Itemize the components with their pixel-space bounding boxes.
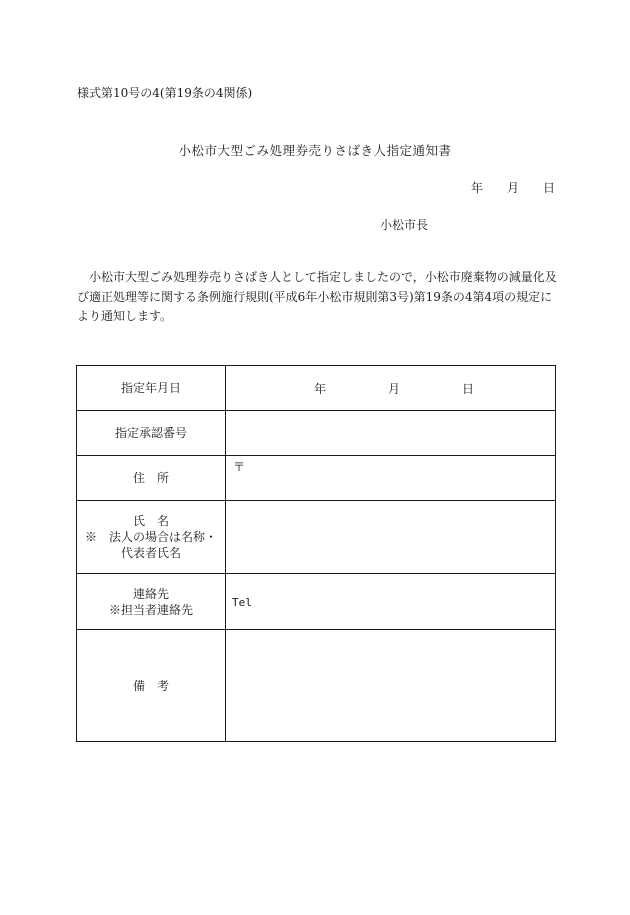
issuer-name: 小松市長 — [380, 218, 429, 232]
table-row — [77, 366, 556, 411]
name-label — [77, 501, 226, 574]
postal-mark: 〒 — [233, 460, 246, 474]
form-number: 様式第10号の4(第19条の4関係) — [77, 86, 253, 100]
table-row — [77, 411, 556, 456]
designation-date-value[interactable] — [226, 366, 556, 411]
remarks-label: 備 考 — [77, 630, 226, 742]
name-label-line3: 代表者氏名 — [120, 546, 181, 560]
name-label-line1: 氏 名 — [132, 514, 169, 528]
designation-date-label: 指定年月日 — [77, 366, 226, 411]
issue-date — [471, 179, 555, 196]
table-row — [77, 501, 556, 574]
contact-label-line1: 連絡先 — [132, 586, 169, 601]
designation-date-year: 年 — [314, 381, 327, 396]
issue-date-day: 日 — [543, 181, 556, 195]
notice-body-text: 小松市大型ごみ処理券売りさばき人として指定しましたので，小松市廃棄物の減量化及び適正処理等に関する条例施行規則(平成6年小松市規則第3号)第19条の4第4項の規定により通知します。 — [77, 270, 557, 323]
issue-date-year: 年 — [471, 181, 484, 195]
designation-date-month: 月 — [388, 381, 401, 396]
table-row — [77, 630, 556, 742]
name-value[interactable] — [226, 501, 556, 574]
contact-label-line2: ※担当者連絡先 — [108, 602, 193, 617]
table-row — [77, 456, 556, 501]
address-value[interactable] — [226, 456, 556, 501]
info-table — [76, 365, 556, 742]
table-row — [77, 574, 556, 630]
approval-number-label: 指定承認番号 — [77, 411, 226, 456]
address-label: 住 所 — [77, 456, 226, 501]
contact-value[interactable] — [226, 574, 556, 630]
name-label-line2: ※ 法人の場合は名称・ — [84, 530, 217, 544]
contact-label — [77, 574, 226, 630]
designation-date-day: 日 — [462, 381, 475, 396]
document-title: 小松市大型ごみ処理券売りさばき人指定通知書 — [178, 143, 452, 158]
tel-label: Tel — [232, 595, 252, 609]
issue-date-month: 月 — [507, 181, 520, 195]
approval-number-value[interactable] — [226, 411, 556, 456]
remarks-value[interactable] — [226, 630, 556, 742]
